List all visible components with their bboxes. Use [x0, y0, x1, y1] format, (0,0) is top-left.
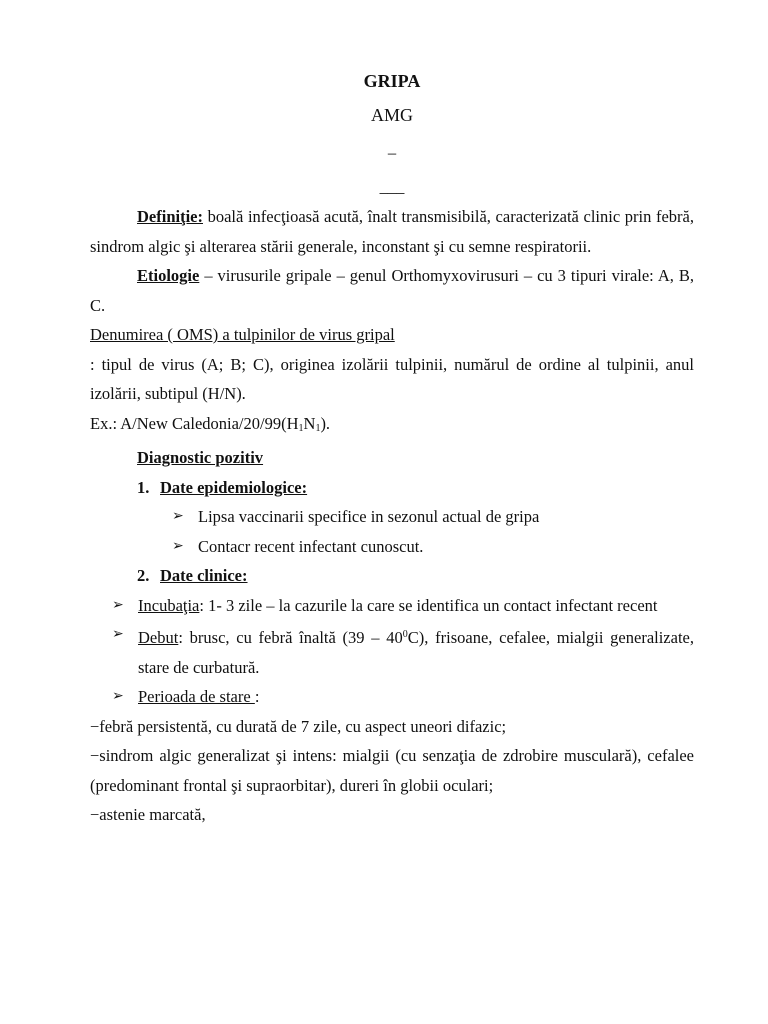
document-subtitle: AMG: [370, 105, 413, 125]
section-2-number: 2.: [137, 566, 150, 585]
section-2-label: Date clinice:: [160, 566, 248, 585]
document-page: [90, 66, 694, 830]
symptom-line: −sindrom algic generalizat şi intens: mialgii (cu senzaţia de zdrobire musculară), cefalee (predominant frontal şi supraorbitar), dureri în globii oculari;: [90, 746, 694, 795]
arrow-bullet-icon: ➢: [112, 627, 124, 642]
section-2-heading: [90, 561, 694, 591]
arrow-bullet-icon: ➢: [172, 509, 184, 524]
degree-sup: 0: [402, 629, 408, 640]
etiology-text: – virusurile gripale – genul Orthomyxovirusuri – cu 3 tipuri virale: A, B, C.: [90, 266, 694, 315]
epi-item-1: ➢ Lipsa vaccinarii specifice in sezonul actual de gripa: [90, 502, 694, 532]
etiology-label: Etiologie: [137, 266, 200, 285]
arrow-bullet-icon: ➢: [172, 538, 184, 554]
state-period-label: Perioada de stare: [138, 687, 255, 706]
section-1-number: 1.: [137, 477, 150, 497]
epi-item-2: ➢ Contacr recent infectant cunoscut.: [90, 532, 694, 562]
definition-label: Definiţie:: [137, 207, 203, 226]
state-period-item: ➢ Perioada de stare :: [90, 682, 694, 712]
naming-heading: Denumirea ( OMS) a tulpinilor de virus gripal: [90, 325, 395, 344]
etiology-paragraph: [90, 261, 694, 320]
incubation-item: ➢ Incubaţia: 1- 3 zile – la cazurile la care se identifica un contact infectant recent: [90, 591, 694, 621]
naming-text: : tipul de virus (A; B; C), originea izolării tulpinii, numărul de ordine al tulpinii, anul izolării, subtipul (H/N).: [90, 354, 694, 403]
symptom-line: −febră persistentă, cu durată de 7 zile, cu aspect uneori difazic;: [90, 716, 507, 736]
example-sub-2: 1: [315, 422, 321, 434]
symptom-line: −astenie marcată,: [90, 805, 206, 824]
short-dash: –: [387, 143, 397, 162]
example-sub-1: 1: [298, 422, 304, 434]
long-dash: ___: [379, 177, 405, 196]
document-title: GRIPA: [363, 71, 421, 91]
section-1-label: Date epidemiologice:: [160, 477, 308, 497]
naming-example: Ex.: A/New Caledonia/$20/99(H_1N_1)$.: [90, 413, 331, 434]
onset-item: ➢ Debut: brusc, cu febră înaltă $(39 - 40^0C)$, frisoane, cefalee, mialgii generalizate, stare de curbatură.: [90, 620, 694, 682]
definition-paragraph: [90, 202, 694, 261]
incubation-label: Incubaţia: [138, 595, 200, 615]
arrow-bullet-icon: ➢: [112, 689, 124, 704]
section-1-heading: [90, 473, 694, 503]
definition-text: boală infecţioasă acută, înalt transmisibilă, caracterizată clinic prin febră, sindrom algic şi alterarea stării generale, inconstant şi cu semne respiratorii.: [90, 207, 694, 256]
arrow-bullet-icon: ➢: [112, 597, 124, 613]
diagnosis-heading: Diagnostic pozitiv: [137, 448, 264, 467]
onset-label: Debut: [138, 628, 179, 647]
